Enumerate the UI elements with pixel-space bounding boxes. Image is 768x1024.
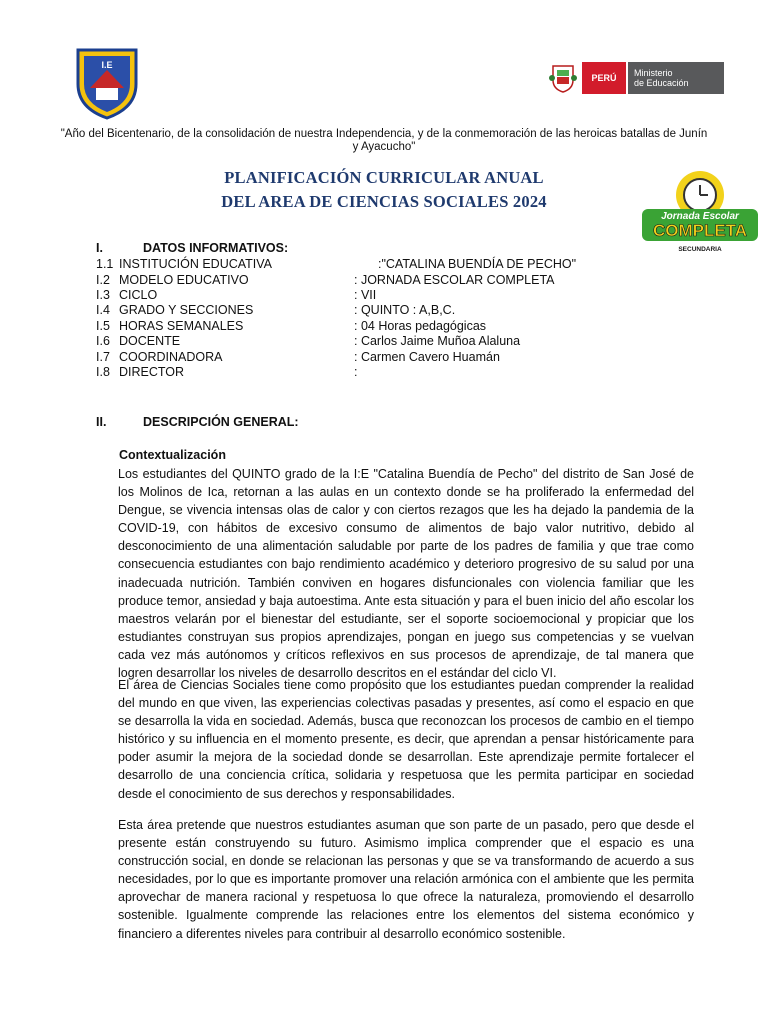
- body-paragraph: Los estudiantes del QUINTO grado de la I:E "Catalina Buendía de Pecho" del distrito de San José de los Molinos de Ica, retornan a las aulas en un contexto donde se ha proliferado la enfermedad del Dengue, se vivencia intensas olas de calor y con ciertos rezagos que les ha dejado la pandemia de la COVID-19, con hábitos de excesivo consumo de alimentos de bajo valor nutritivo, debido al desconocimiento de una alimentación saludable por parte de los padres de familia y que trae como consecuencia estudiantes con bajo rendimiento académico y deterioro progresivo de su salud por una inadecuada nutrición. También conviven en hogares disfuncionales con violencia familiar que les produce temor, ansiedad y baja autoestima. Ante esta situación y para el buen inicio del año escolar los maestros velarán por el bienestar del estudiante, ser el soporte socioemocional y propiciar que los estudiantes construyan sus propios aprendizajes, pongan en juego sus competencias y se vuelvan cada vez más autónomos y críticos reflexivos en sus procesos de aprendizaje, de tal manera que logren desarrollar los niveles de desarrollo descritos en el estándar del ciclo VI.: [118, 467, 694, 681]
- info-row-label: DIRECTOR: [119, 365, 185, 379]
- ministry-name-line2: de Educación: [634, 78, 689, 88]
- peru-shield-icon: [548, 62, 578, 94]
- jec-badge-line1: Jornada Escolar: [661, 211, 739, 222]
- info-row-label: COORDINADORA: [119, 350, 223, 364]
- crest-text: I.E: [101, 60, 113, 70]
- context-heading: Contextualización: [119, 448, 226, 462]
- section2-number: II.: [96, 415, 107, 429]
- jec-badge-logo: [640, 165, 760, 257]
- info-row-value: :"CATALINA BUENDÍA DE PECHO": [378, 257, 577, 271]
- jec-badge-line2: COMPLETA: [652, 221, 748, 240]
- info-row-label: INSTITUCIÓN EDUCATIVA: [119, 257, 273, 271]
- info-row-number: I.5: [96, 319, 110, 333]
- info-row-number: 1.1: [96, 257, 114, 271]
- info-row-number: I.4: [96, 303, 110, 317]
- jec-badge-line3: SECUNDARIA: [678, 246, 722, 253]
- info-row-label: CICLO: [119, 288, 158, 302]
- section1-number: I.: [96, 241, 103, 255]
- info-row-number: I.2: [96, 273, 110, 287]
- school-crest-logo: [72, 44, 142, 120]
- info-row-number: I.6: [96, 334, 110, 348]
- ministry-logo: [548, 62, 724, 94]
- peru-label: PERÚ: [582, 62, 626, 94]
- body-paragraph: Esta área pretende que nuestros estudiantes asuman que son parte de un pasado, pero que desde el presente están construyendo su futuro. Asimismo implica comprender que el espacio es una construcción social, en donde se relacionan las personas y que se va transformando de acuerdo a sus necesidades, por lo que es importante promover una relación armónica con el ambiente que les permita aprovechar de manera racional y respetuosa lo que ofrece la naturaleza, promoviendo el desarrollo sostenible. Igualmente comprende las relaciones entre los elementos del sistema económico y financiero a diferentes niveles para contribuir al desarrollo económico sostenible.: [118, 818, 694, 941]
- info-row-value: : Carlos Jaime Muñoa Alaluna: [354, 334, 521, 348]
- info-row-value: :: [354, 365, 358, 379]
- ministry-name: [628, 62, 724, 94]
- info-row-label: HORAS SEMANALES: [119, 319, 244, 333]
- ministry-name-line1: Ministerio: [634, 68, 673, 78]
- info-row-value: : QUINTO : A,B,C.: [354, 303, 456, 317]
- info-row-number: I.8: [96, 365, 110, 379]
- info-row-value: : 04 Horas pedagógicas: [354, 319, 487, 333]
- info-row-label: GRADO Y SECCIONES: [119, 303, 254, 317]
- section1-heading: DATOS INFORMATIVOS:: [143, 241, 289, 255]
- page-title-line2: DEL AREA DE CIENCIAS SOCIALES 2024: [221, 192, 547, 211]
- info-row-label: DOCENTE: [119, 334, 181, 348]
- info-row-label: MODELO EDUCATIVO: [119, 273, 249, 287]
- year-motto: "Año del Bicentenario, de la consolidación de nuestra Independencia, y de la conmemoración de las heroicas batallas de Junín y Ayacucho": [60, 128, 708, 153]
- body-paragraph: El área de Ciencias Sociales tiene como propósito que los estudiantes puedan comprender la realidad del mundo en que viven, las experiencias colectivas pasadas y presentes, así como el espacio en que se desarrolla la vida en sociedad. Además, busca que reconozcan los procesos de cambio en el tiempo histórico y su influencia en el momento presente, es decir, que aprendan a pensar históricamente para poder asumir la mejora de la sociedad donde se desarrollan. Este aprendizaje permite fortalecer el desarrollo de una conciencia crítica, solidaria y respetuosa que les permita participar en sociedad desde el conocimiento de sus derechos y responsabilidades.: [118, 678, 694, 801]
- info-row-value: : JORNADA ESCOLAR COMPLETA: [354, 273, 555, 287]
- info-row-number: I.7: [96, 350, 110, 364]
- page-title-line1: PLANIFICACIÓN CURRICULAR ANUAL: [224, 168, 544, 187]
- info-row-value: : Carmen Cavero Huamán: [354, 350, 500, 364]
- section2-heading: DESCRIPCIÓN GENERAL:: [143, 415, 299, 429]
- info-row-value: : VII: [354, 288, 377, 302]
- info-row-number: I.3: [96, 288, 110, 302]
